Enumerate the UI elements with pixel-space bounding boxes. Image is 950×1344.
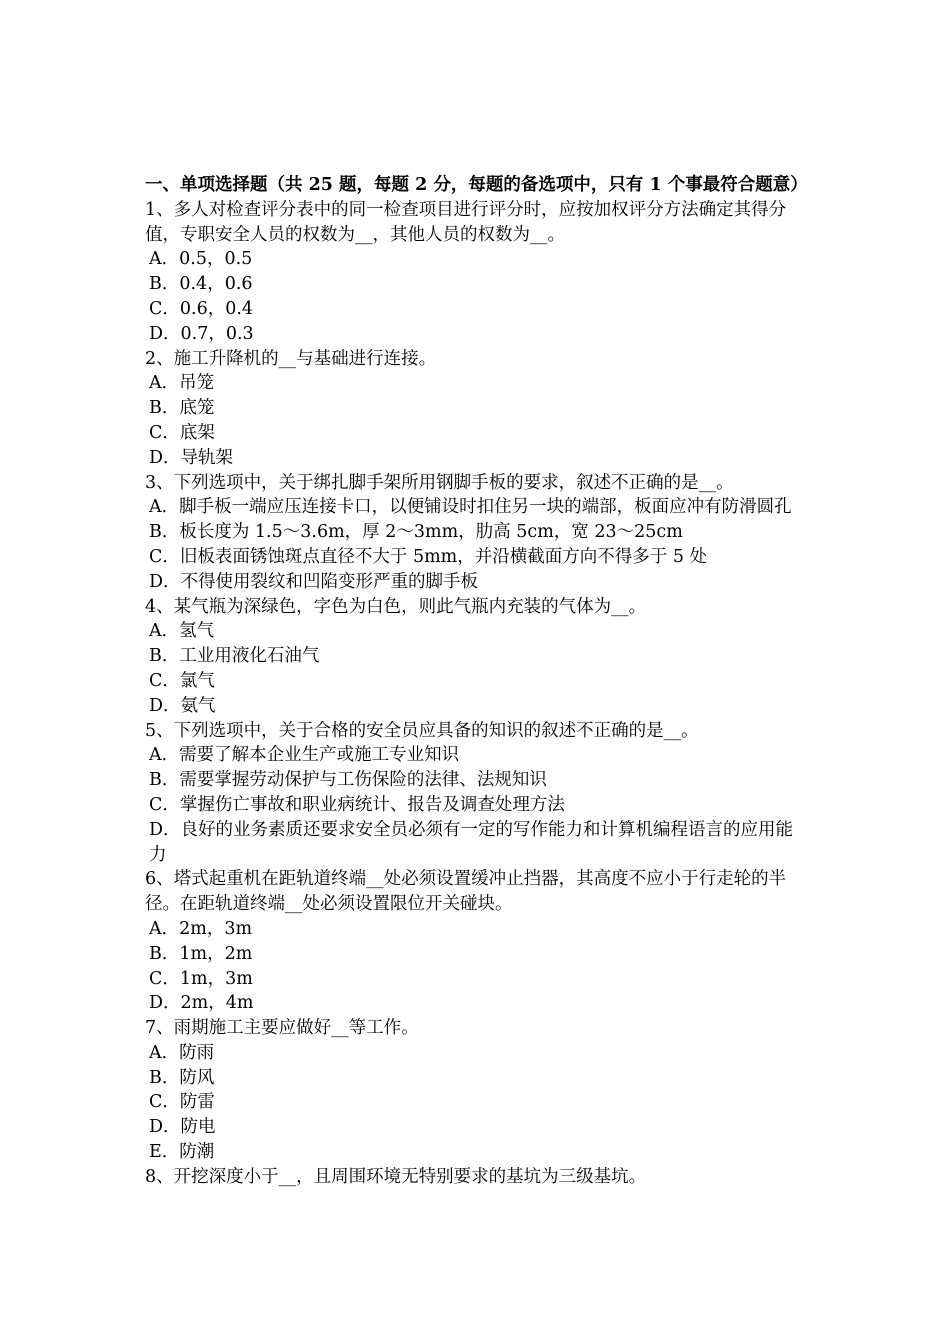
question-stem: 8、开挖深度小于__，且周围环境无特别要求的基坑为三级基坑。	[145, 1166, 647, 1187]
option-a: A．吊笼	[149, 373, 215, 394]
option-d: D．0.7，0.3	[149, 323, 254, 344]
option-a: A．需要了解本企业生产或施工专业知识	[149, 745, 460, 766]
option-c: C．氯气	[149, 670, 215, 691]
option-c: C．1m，3m	[149, 968, 253, 989]
question-7	[145, 1016, 810, 1165]
option-d: D．防电	[149, 1117, 216, 1138]
option-b: B．0.4，0.6	[149, 274, 253, 295]
option-a: A．脚手板一端应压连接卡口，以便铺设时扣住另一块的端部，板面应冲有防滑圆孔	[149, 497, 792, 518]
option-d: D．不得使用裂纹和凹陷变形严重的脚手板	[149, 571, 479, 592]
option-c: C．掌握伤亡事故和职业病统计、报告及调查处理方法	[149, 794, 565, 815]
option-b: B．需要掌握劳动保护与工伤保险的法律、法规知识	[149, 770, 547, 791]
option-c: C．防雷	[149, 1092, 215, 1113]
question-8	[145, 1165, 810, 1190]
question-stem: 3、下列选项中，关于绑扎脚手架所用钢脚手板的要求，叙述不正确的是__。	[145, 472, 734, 493]
option-b: B．防风	[149, 1067, 215, 1088]
question-5	[145, 719, 810, 868]
option-a: A．防雨	[149, 1042, 215, 1063]
option-c: C．0.6，0.4	[149, 298, 254, 319]
option-d: D．氨气	[149, 695, 216, 716]
option-a: A．0.5，0.5	[149, 249, 253, 270]
question-stem: 1、多人对检查评分表中的同一检查项目进行评分时，应按加权评分方法确定其得分值，专职安全人员的权数为__，其他人员的权数为__。	[145, 199, 787, 245]
option-b: B．工业用液化石油气	[149, 646, 320, 667]
option-a: A．氢气	[149, 621, 215, 642]
option-c: C．底架	[149, 422, 215, 443]
option-e: E．防潮	[149, 1142, 215, 1163]
option-d: D．导轨架	[149, 447, 234, 468]
option-d: D．2m，4m	[149, 993, 254, 1014]
question-stem: 5、下列选项中，关于合格的安全员应具备的知识的叙述不正确的是__。	[145, 720, 699, 741]
option-c: C．旧板表面锈蚀斑点直径不大于 5mm，并沿横截面方向不得多于 5 处	[149, 546, 708, 567]
section-title: 一、单项选择题（共 25 题，每题 2 分，每题的备选项中，只有 1 个事最符合题意）	[145, 175, 808, 195]
option-b: B．1m，2m	[149, 943, 253, 964]
question-stem: 4、某气瓶为深绿色，字色为白色，则此气瓶内充装的气体为__。	[145, 596, 647, 617]
question-2	[145, 347, 810, 471]
question-stem: 7、雨期施工主要应做好__等工作。	[145, 1018, 419, 1039]
option-d: D．良好的业务素质还要求安全员必须有一定的写作能力和计算机编程语言的应用能力	[149, 819, 794, 865]
question-1	[145, 198, 810, 347]
question-3	[145, 471, 810, 595]
question-stem: 6、塔式起重机在距轨道终端__处必须设置缓冲止挡器，其高度不应小于行走轮的半径。在距轨道终端__处必须设置限位开关碰块。	[145, 869, 787, 915]
question-4	[145, 595, 810, 719]
option-b: B．底笼	[149, 398, 215, 419]
question-6	[145, 867, 810, 1016]
option-b: B．板长度为 1.5～3.6m，厚 2～3mm，肋高 5cm，宽 23～25cm	[149, 522, 683, 543]
option-a: A．2m，3m	[149, 918, 253, 939]
question-stem: 2、施工升降机的__与基础进行连接。	[145, 348, 437, 369]
exam-content	[145, 173, 810, 1190]
